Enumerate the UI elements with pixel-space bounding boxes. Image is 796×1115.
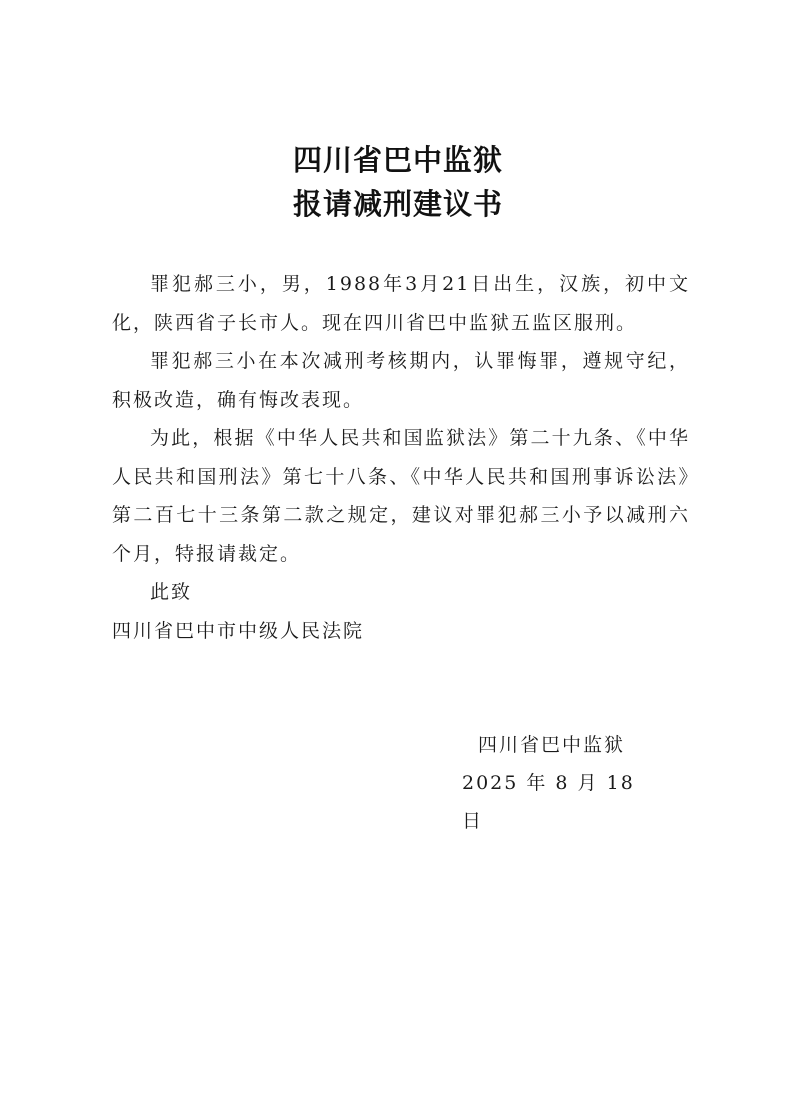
recipient-court: 四川省巴中市中级人民法院 xyxy=(112,619,365,642)
paragraph-criminal-info: 罪犯郝三小，男，1988年3月21日出生，汉族，初中文化，陕西省子长市人。现在四川省巴中监狱五监区服刑。 xyxy=(112,273,690,334)
paragraph-legal-basis: 为此，根据《中华人民共和国监狱法》第二十九条、《中华人民共和国刑法》第七十八条、《中华人民共和国刑事诉讼法》第二百七十三条第二款之规定，建议对罪犯郝三小予以减刑六个月，特报请裁定。 xyxy=(112,427,690,565)
paragraph-assessment: 罪犯郝三小在本次减刑考核期内，认罪悔罪，遵规守纪，积极改造，确有悔改表现。 xyxy=(112,350,690,411)
title-line-1: 四川省巴中监狱 xyxy=(292,143,503,177)
title-line-2: 报请减刑建议书 xyxy=(292,187,503,221)
document-body xyxy=(112,265,690,650)
signature-org: 四川省巴中监狱 xyxy=(478,734,626,756)
paragraph-salutation: 此致 xyxy=(150,581,193,603)
document-title xyxy=(0,138,796,226)
signature-date: 2025 年 8 月 18 日 xyxy=(462,772,635,832)
signature-block xyxy=(440,726,640,840)
